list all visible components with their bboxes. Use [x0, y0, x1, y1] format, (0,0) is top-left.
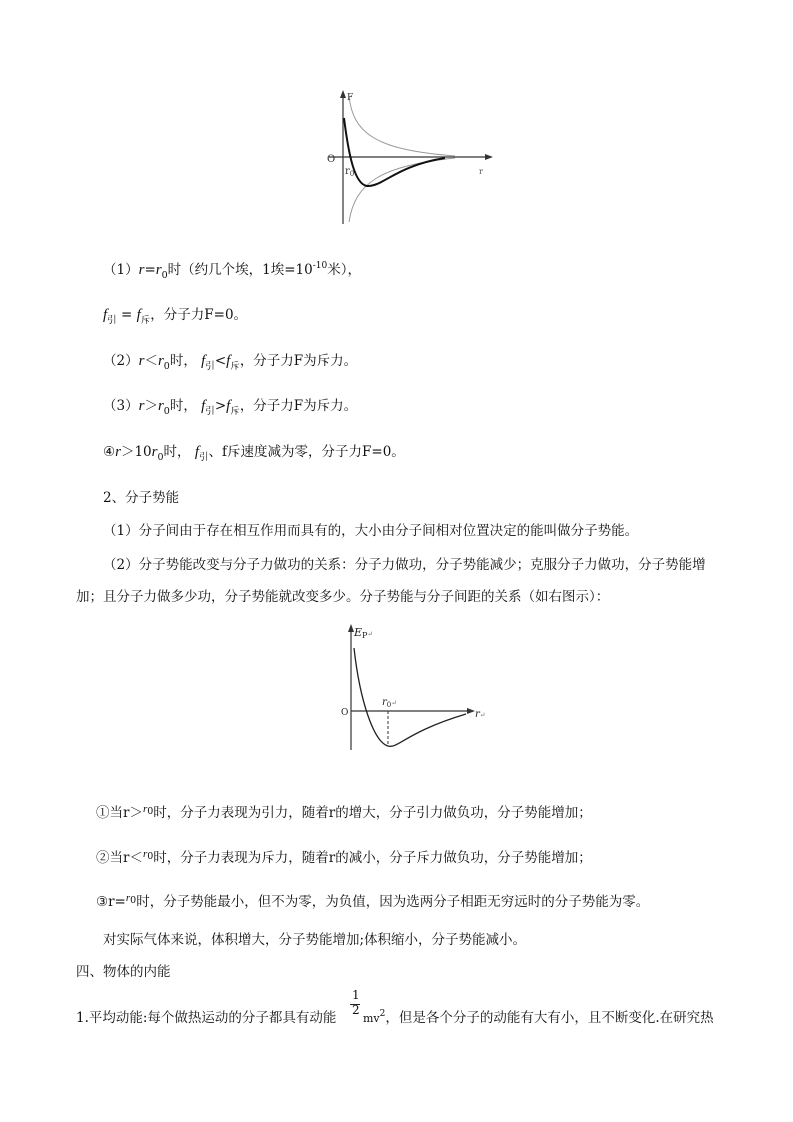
section-4-paragraph-1-mv: $mv^2$，但是各个分子的动能有大有小，且不断变化.在研究热	[363, 1009, 714, 1026]
section-2-heading: 2、分子势能	[103, 490, 180, 506]
force-distance-graph	[325, 88, 500, 228]
fraction-numerator: 1	[352, 988, 360, 1002]
item-3: $(3)r>r_0$时， $f_引>f_斥$，分子力F为斥力。	[103, 398, 358, 417]
y-axis-arrow	[340, 90, 346, 98]
section-4-paragraph-1-start: 1.平均动能:每个做热运动的分子都具有动能	[76, 1010, 337, 1026]
x-axis-label: r	[479, 167, 483, 176]
case-2: ②当r＜$^{r0}$时，分子力表现为斥力，随着r的减小，分子斥力做负功，分子势能增加；	[96, 848, 592, 866]
potential-energy-graph	[336, 622, 496, 752]
attraction-curve	[349, 158, 455, 222]
x-axis-arrow	[485, 154, 493, 160]
ep-x-axis-arrow	[467, 708, 475, 714]
case-1: ①当r＞$^{r0}$时，分子力表现为引力，随着r的增大，分子引力做负功，分子势能增加；	[96, 803, 592, 821]
repulsion-curve	[349, 96, 455, 156]
ep-r0-label: $r_0^↵$	[382, 697, 398, 709]
ep-x-axis-label: r↵	[475, 709, 486, 720]
resultant-force-curve	[344, 118, 445, 186]
item-1: $(1)r=r_0$时（约几个埃，1埃$=10^{-10}$米），	[103, 261, 361, 281]
ep-y-axis-label: EP↵	[354, 626, 374, 640]
ep-origin-label: O	[341, 708, 349, 718]
case-3: ③r=$^{r0}$时，分子势能最小，但不为零，为负值，因为选两分子相距无穷远时的分子势能为零。	[96, 892, 650, 910]
equal-forces-line: $f_引 = f_斥$，分子力F=0。	[103, 307, 248, 326]
fraction-denominator: 2	[352, 1003, 360, 1017]
gas-note: 对实际气体来说，体积增大，分子势能增加;体积缩小，分子势能减小。	[103, 932, 527, 948]
item-4: $④r>10r_0$时， $f_引$、f斥速度减为零，分子力F=0。	[103, 444, 405, 463]
section-4-heading: 四、物体的内能	[76, 964, 171, 980]
r0-label: $r_0$	[345, 166, 355, 178]
section-2-paragraph-2-line-1: （2）分子势能改变与分子力做功的关系：分子力做功，分子势能减少；克服分子力做功，分子势能增	[103, 557, 706, 573]
origin-label: O	[327, 154, 336, 165]
section-2-paragraph-1: （1）分子间由于存在相互作用而具有的，大小由分子间相对位置决定的能叫做分子势能。	[103, 523, 639, 539]
section-2-paragraph-2-line-2: 加；且分子力做多少功，分子势能就改变多少。分子势能与分子间距的关系（如右图示）：	[76, 589, 610, 605]
item-2: $(2)r<r_0$时， $f_引<f_斥$，分子力F为斥力。	[103, 353, 358, 372]
potential-energy-curve	[354, 648, 466, 746]
y-axis-label: F	[347, 93, 354, 103]
